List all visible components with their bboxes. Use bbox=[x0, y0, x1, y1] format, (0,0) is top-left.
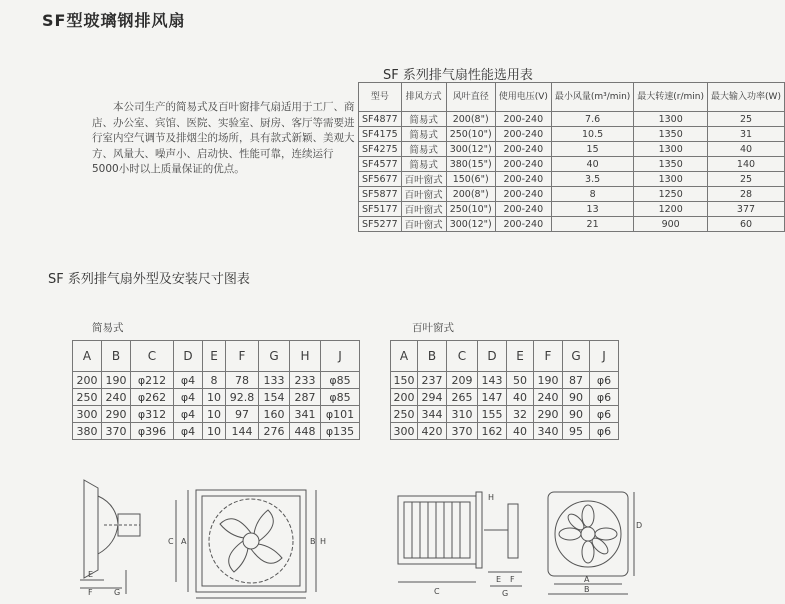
dim-cell: 420 bbox=[418, 423, 447, 440]
dim-cell: φ4 bbox=[174, 423, 203, 440]
dim-cell: φ6 bbox=[590, 406, 619, 423]
front-label-h: H bbox=[320, 537, 327, 546]
perf-cell: 10.5 bbox=[551, 127, 633, 142]
dim-cell: 10 bbox=[203, 389, 226, 406]
dim-cell: 133 bbox=[259, 372, 290, 389]
dim-cell: 143 bbox=[478, 372, 507, 389]
dim-header-cell: B bbox=[418, 341, 447, 372]
dim-cell: 237 bbox=[418, 372, 447, 389]
perf-cell: 28 bbox=[708, 187, 785, 202]
dim-cell: 90 bbox=[563, 406, 590, 423]
dim-cell: 160 bbox=[259, 406, 290, 423]
perf-cell: 7.6 bbox=[551, 112, 633, 127]
dim-cell: 344 bbox=[418, 406, 447, 423]
dim-cell: 190 bbox=[534, 372, 563, 389]
dim-header-cell: F bbox=[534, 341, 563, 372]
perf-cell: 150(6") bbox=[446, 172, 495, 187]
dim-cell: φ135 bbox=[321, 423, 360, 440]
perf-cell: 1300 bbox=[634, 142, 708, 157]
perf-cell: 1250 bbox=[634, 187, 708, 202]
table-row bbox=[73, 423, 360, 440]
perf-cell: 380(15") bbox=[446, 157, 495, 172]
dim-cell: 10 bbox=[203, 423, 226, 440]
perf-cell: SF4877 bbox=[359, 112, 402, 127]
perf-cell: 简易式 bbox=[401, 127, 446, 142]
simple-side-view-drawing bbox=[74, 474, 152, 598]
table-row bbox=[359, 202, 785, 217]
simple-front-view-drawing bbox=[156, 486, 328, 602]
louver-side-label-f: F bbox=[510, 575, 515, 584]
table-row bbox=[73, 406, 360, 423]
dim-cell: 276 bbox=[259, 423, 290, 440]
perf-cell: 31 bbox=[708, 127, 785, 142]
perf-cell: 15 bbox=[551, 142, 633, 157]
louver-front-label-d: D bbox=[636, 521, 643, 530]
perf-cell: 300(12") bbox=[446, 217, 495, 232]
dim-cell: φ6 bbox=[590, 389, 619, 406]
simple-dimension-table bbox=[72, 340, 360, 440]
perf-cell: 1300 bbox=[634, 112, 708, 127]
perf-header-cell: 最大转速(r/min) bbox=[634, 83, 708, 112]
perf-cell: 13 bbox=[551, 202, 633, 217]
dim-cell: 78 bbox=[226, 372, 259, 389]
dim-cell: 300 bbox=[391, 423, 418, 440]
dim-cell: 40 bbox=[507, 389, 534, 406]
dim-header-cell: B bbox=[102, 341, 131, 372]
perf-header-cell: 风叶直径 bbox=[446, 83, 495, 112]
dim-header-cell: D bbox=[478, 341, 507, 372]
perf-cell: 8 bbox=[551, 187, 633, 202]
perf-cell: 200-240 bbox=[495, 112, 551, 127]
perf-cell: 200-240 bbox=[495, 127, 551, 142]
perf-cell: 简易式 bbox=[401, 157, 446, 172]
dim-header-cell: J bbox=[590, 341, 619, 372]
perf-cell: 40 bbox=[551, 157, 633, 172]
front-label-a: A bbox=[181, 537, 187, 546]
performance-table-title: SF 系列排气扇性能选用表 bbox=[383, 68, 533, 83]
perf-cell: 200-240 bbox=[495, 202, 551, 217]
simple-type-label: 简易式 bbox=[92, 322, 124, 334]
dim-cell: φ4 bbox=[174, 372, 203, 389]
perf-cell: SF4175 bbox=[359, 127, 402, 142]
perf-cell: SF4275 bbox=[359, 142, 402, 157]
dim-cell: 10 bbox=[203, 406, 226, 423]
perf-cell: 简易式 bbox=[401, 142, 446, 157]
dim-header-row bbox=[391, 341, 619, 372]
louver-side-label-g: G bbox=[502, 589, 509, 598]
table-row bbox=[73, 372, 360, 389]
dim-cell: φ85 bbox=[321, 389, 360, 406]
perf-cell: 40 bbox=[708, 142, 785, 157]
dim-cell: 340 bbox=[534, 423, 563, 440]
perf-cell: 140 bbox=[708, 157, 785, 172]
perf-cell: SF5177 bbox=[359, 202, 402, 217]
dim-header-cell: E bbox=[203, 341, 226, 372]
dim-cell: 147 bbox=[478, 389, 507, 406]
louver-type-label: 百叶窗式 bbox=[412, 322, 454, 334]
perf-header-cell: 型号 bbox=[359, 83, 402, 112]
front-label-c: C bbox=[168, 537, 174, 546]
perf-cell: 1350 bbox=[634, 157, 708, 172]
dim-cell: 290 bbox=[102, 406, 131, 423]
dim-cell: 144 bbox=[226, 423, 259, 440]
performance-table bbox=[358, 82, 785, 232]
dim-cell: 209 bbox=[447, 372, 478, 389]
perf-cell: 简易式 bbox=[401, 112, 446, 127]
perf-cell: 200-240 bbox=[495, 157, 551, 172]
perf-cell: 60 bbox=[708, 217, 785, 232]
table-row bbox=[359, 187, 785, 202]
front-label-b: B bbox=[310, 537, 316, 546]
dim-header-row bbox=[73, 341, 360, 372]
table-row bbox=[359, 217, 785, 232]
louver-front-view-drawing bbox=[542, 488, 642, 600]
dim-cell: φ312 bbox=[131, 406, 174, 423]
dim-cell: 50 bbox=[507, 372, 534, 389]
table-row bbox=[391, 389, 619, 406]
perf-header-cell: 最大输入功率(W) bbox=[708, 83, 785, 112]
perf-cell: 百叶窗式 bbox=[401, 172, 446, 187]
dim-cell: 92.8 bbox=[226, 389, 259, 406]
intro-paragraph: 本公司生产的简易式及百叶窗排气扇适用于工厂、商店、办公室、宾馆、医院、实验室、厨房、客厅等需要进行室内空气调节及排烟尘的场所，具有款式新颖、美观大方、风量大、噪声小、启动快、性能可靠，连续运行5000小时以上质量保证的优点。 bbox=[92, 101, 355, 176]
dim-cell: 162 bbox=[478, 423, 507, 440]
perf-header-cell: 排风方式 bbox=[401, 83, 446, 112]
perf-cell: 300(12") bbox=[446, 142, 495, 157]
perf-cell: 25 bbox=[708, 112, 785, 127]
dim-cell: 370 bbox=[447, 423, 478, 440]
dim-cell: φ6 bbox=[590, 423, 619, 440]
table-row bbox=[359, 112, 785, 127]
table-row bbox=[391, 372, 619, 389]
dim-cell: 240 bbox=[102, 389, 131, 406]
louver-front-label-b: B bbox=[584, 585, 590, 594]
louver-front-label-a: A bbox=[584, 575, 590, 584]
side-label-e: E bbox=[88, 570, 94, 579]
dim-cell: 40 bbox=[507, 423, 534, 440]
perf-cell: SF5677 bbox=[359, 172, 402, 187]
dim-header-cell: A bbox=[391, 341, 418, 372]
dim-cell: φ212 bbox=[131, 372, 174, 389]
perf-cell: 3.5 bbox=[551, 172, 633, 187]
dim-cell: φ101 bbox=[321, 406, 360, 423]
dim-cell: 154 bbox=[259, 389, 290, 406]
perf-cell: 百叶窗式 bbox=[401, 217, 446, 232]
dim-cell: φ85 bbox=[321, 372, 360, 389]
dim-cell: 294 bbox=[418, 389, 447, 406]
dim-cell: φ4 bbox=[174, 406, 203, 423]
table-row bbox=[359, 142, 785, 157]
louver-side-view-drawing bbox=[392, 486, 540, 602]
perf-header-cell: 最小风量(m³/min) bbox=[551, 83, 633, 112]
perf-cell: 21 bbox=[551, 217, 633, 232]
dim-cell: 290 bbox=[534, 406, 563, 423]
page-title: SF型玻璃钢排风扇 bbox=[42, 11, 186, 30]
perf-cell: 百叶窗式 bbox=[401, 202, 446, 217]
perf-cell: 200-240 bbox=[495, 172, 551, 187]
dim-cell: 32 bbox=[507, 406, 534, 423]
perf-cell: 900 bbox=[634, 217, 708, 232]
dim-cell: 95 bbox=[563, 423, 590, 440]
perf-cell: 200(8") bbox=[446, 187, 495, 202]
dim-header-cell: C bbox=[447, 341, 478, 372]
dim-cell: 265 bbox=[447, 389, 478, 406]
dim-header-cell: H bbox=[290, 341, 321, 372]
table-row bbox=[359, 157, 785, 172]
table-row bbox=[73, 389, 360, 406]
dim-cell: φ396 bbox=[131, 423, 174, 440]
louver-side-label-e: E bbox=[496, 575, 502, 584]
table-row bbox=[359, 127, 785, 142]
perf-cell: 250(10") bbox=[446, 127, 495, 142]
side-label-g: G bbox=[114, 588, 121, 597]
dim-cell: 233 bbox=[290, 372, 321, 389]
perf-cell: 377 bbox=[708, 202, 785, 217]
louver-side-label-h: H bbox=[488, 493, 495, 502]
table-row bbox=[391, 423, 619, 440]
dim-cell: 150 bbox=[391, 372, 418, 389]
dim-cell: φ4 bbox=[174, 389, 203, 406]
perf-cell: 200-240 bbox=[495, 187, 551, 202]
dim-header-cell: G bbox=[563, 341, 590, 372]
dim-cell: 341 bbox=[290, 406, 321, 423]
dim-cell: 370 bbox=[102, 423, 131, 440]
dim-header-cell: D bbox=[174, 341, 203, 372]
perf-cell: SF5877 bbox=[359, 187, 402, 202]
dim-cell: φ6 bbox=[590, 372, 619, 389]
dim-header-cell: G bbox=[259, 341, 290, 372]
dim-cell: 250 bbox=[391, 406, 418, 423]
dim-cell: 240 bbox=[534, 389, 563, 406]
dim-cell: 87 bbox=[563, 372, 590, 389]
dim-header-cell: C bbox=[131, 341, 174, 372]
perf-cell: SF5277 bbox=[359, 217, 402, 232]
dim-cell: 380 bbox=[73, 423, 102, 440]
dim-cell: 287 bbox=[290, 389, 321, 406]
perf-cell: SF4577 bbox=[359, 157, 402, 172]
dim-cell: 300 bbox=[73, 406, 102, 423]
dim-cell: 90 bbox=[563, 389, 590, 406]
dim-cell: 250 bbox=[73, 389, 102, 406]
perf-cell: 1300 bbox=[634, 172, 708, 187]
perf-cell: 200-240 bbox=[495, 142, 551, 157]
perf-cell: 250(10") bbox=[446, 202, 495, 217]
table-row bbox=[359, 172, 785, 187]
perf-cell: 200-240 bbox=[495, 217, 551, 232]
dim-cell: 190 bbox=[102, 372, 131, 389]
perf-cell: 百叶窗式 bbox=[401, 187, 446, 202]
perf-cell: 25 bbox=[708, 172, 785, 187]
dim-header-cell: E bbox=[507, 341, 534, 372]
dimension-section-title: SF 系列排气扇外型及安装尺寸图表 bbox=[48, 272, 250, 287]
dim-header-cell: A bbox=[73, 341, 102, 372]
dim-header-cell: J bbox=[321, 341, 360, 372]
dim-cell: 200 bbox=[391, 389, 418, 406]
dim-cell: 448 bbox=[290, 423, 321, 440]
dim-cell: 200 bbox=[73, 372, 102, 389]
louver-side-label-c: C bbox=[434, 587, 440, 596]
perf-cell: 1200 bbox=[634, 202, 708, 217]
louver-dimension-table bbox=[390, 340, 619, 440]
perf-cell: 1350 bbox=[634, 127, 708, 142]
side-label-f: F bbox=[88, 588, 93, 597]
table-row bbox=[391, 406, 619, 423]
dim-cell: 97 bbox=[226, 406, 259, 423]
perf-header-cell: 使用电压(V) bbox=[495, 83, 551, 112]
perf-cell: 200(8") bbox=[446, 112, 495, 127]
dim-cell: 155 bbox=[478, 406, 507, 423]
dim-cell: 310 bbox=[447, 406, 478, 423]
dim-cell: φ262 bbox=[131, 389, 174, 406]
dim-header-cell: F bbox=[226, 341, 259, 372]
dim-cell: 8 bbox=[203, 372, 226, 389]
